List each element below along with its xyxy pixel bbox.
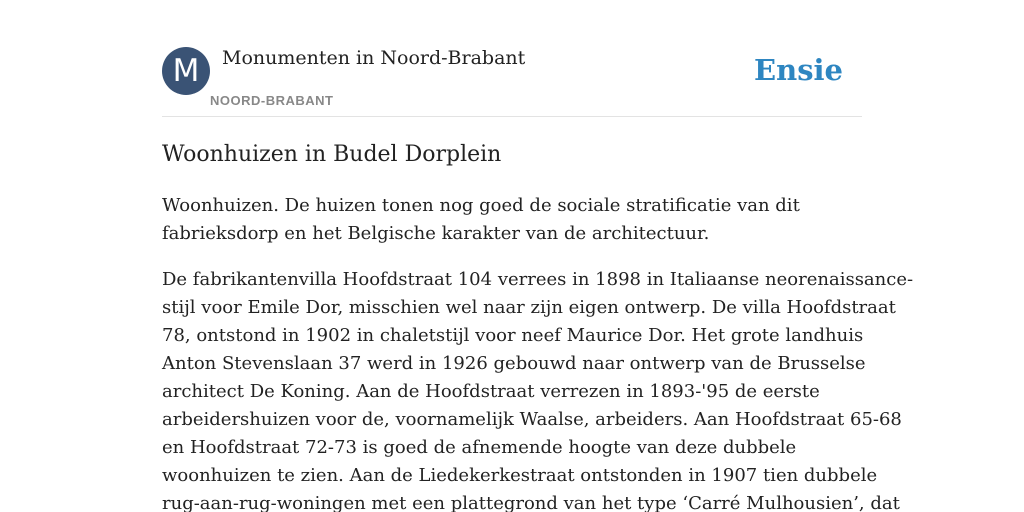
- paragraph-line: arbeidershuizen voor de, voornamelijk Waalse, arbeiders. Aan Hoofdstraat 65-68: [162, 409, 902, 430]
- paragraph-line: Anton Stevenslaan 37 werd in 1926 gebouwd naar ontwerp van de Brusselse: [162, 353, 866, 374]
- paragraph-line: en Hoofdstraat 72-73 is goed de afnemende hoogte van deze dubbele: [162, 437, 797, 458]
- paragraph-line: fabrieksdorp en het Belgische karakter van de architectuur.: [162, 223, 710, 244]
- site-title[interactable]: Monumenten in Noord-Brabant: [222, 47, 526, 69]
- paragraph-line: architect De Koning. Aan de Hoofdstraat verrezen in 1893-'95 de eerste: [162, 381, 820, 402]
- article-title: Woonhuizen in Budel Dorplein: [162, 142, 502, 167]
- paragraph-line: 78, ontstond in 1902 in chaletstijl voor neef Maurice Dor. Het grote landhuis: [162, 325, 864, 346]
- paragraph-line: stijl voor Emile Dor, misschien wel naar zijn eigen ontwerp. De villa Hoofdstraat: [162, 297, 896, 318]
- paragraph-line: Woonhuizen. De huizen tonen nog goed de sociale stratificatie van dit: [162, 195, 800, 216]
- site-subtitle[interactable]: NOORD-BRABANT: [210, 93, 334, 108]
- paragraph-line: woonhuizen te zien. Aan de Liedekerkestraat ontstonden in 1907 tien dubbele: [162, 465, 878, 486]
- paragraph-1: [162, 192, 862, 248]
- paragraph-2: [162, 266, 914, 512]
- article-body: [162, 192, 914, 512]
- avatar[interactable]: M: [162, 47, 210, 95]
- ensie-logo[interactable]: Ensie: [754, 53, 843, 87]
- paragraph-line: rug-aan-rug-woningen met een plattegrond van het type ‘Carré Mulhousien’, dat: [162, 493, 900, 512]
- site-header: [162, 46, 862, 117]
- paragraph-line: De fabrikantenvilla Hoofdstraat 104 verrees in 1898 in Italiaanse neorenaissance-: [162, 269, 914, 290]
